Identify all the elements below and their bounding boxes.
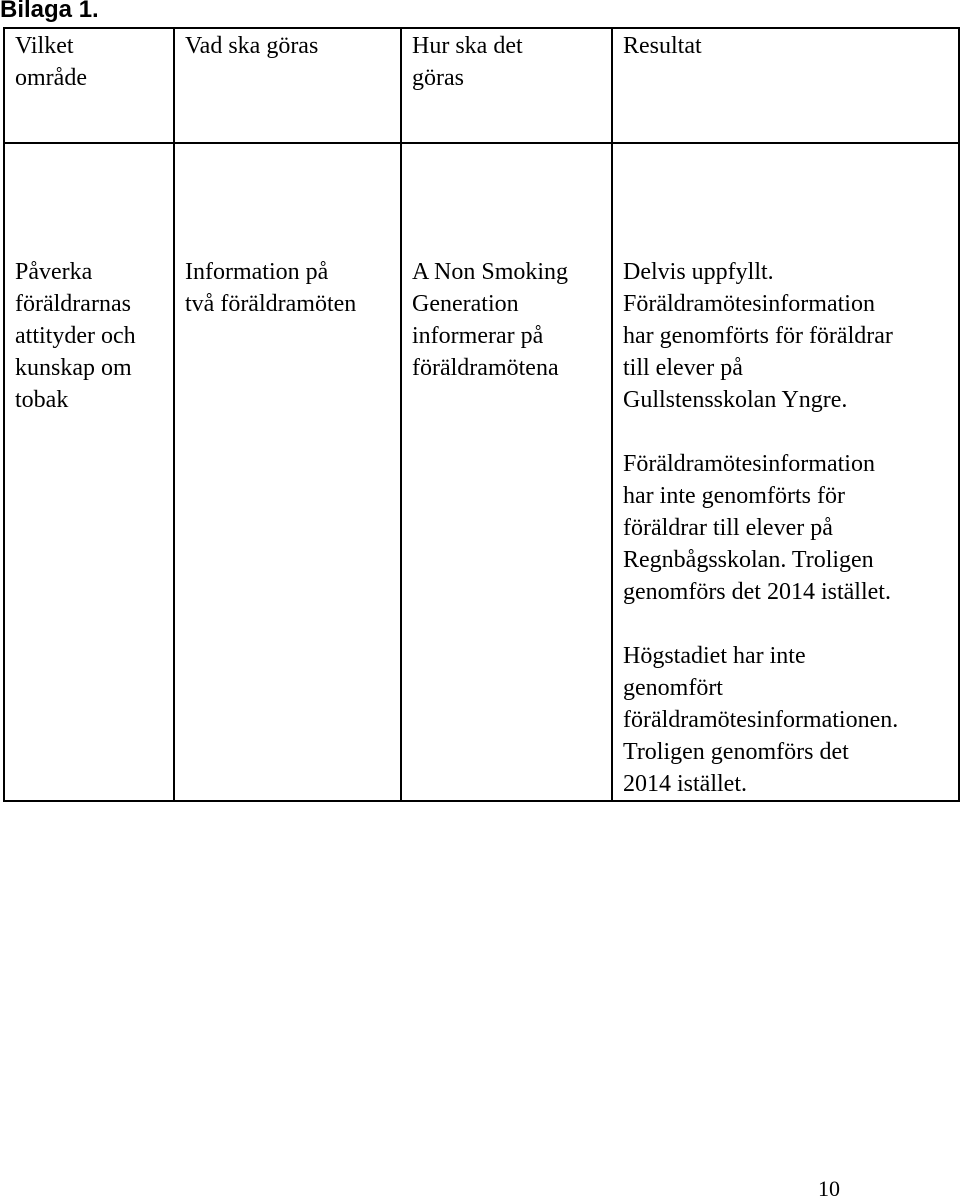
header-how-line: Hur ska det	[412, 33, 523, 59]
result-line: har genomförts för föräldrar	[623, 323, 893, 349]
appendix-title: Bilaga 1.	[0, 0, 99, 23]
cell-what-line: två föräldramöten	[185, 291, 357, 317]
result-paragraph	[623, 640, 958, 800]
header-result	[612, 28, 959, 143]
cell-area-line: Påverka	[15, 259, 93, 285]
paragraph-spacer	[623, 608, 958, 640]
cell-area-line: kunskap om	[15, 355, 132, 381]
cell-what-line: Information på	[185, 259, 329, 285]
cell-area-line: tobak	[15, 387, 69, 413]
result-line: Gullstensskolan Yngre.	[623, 387, 848, 413]
result-line: Delvis uppfyllt.	[623, 259, 774, 285]
header-area-line: Vilket	[15, 33, 74, 59]
table-row	[4, 143, 959, 801]
header-how-line: göras	[412, 65, 464, 91]
result-line: Högstadiet har inte	[623, 643, 806, 669]
result-paragraph	[623, 256, 958, 416]
result-line: föräldramötesinformationen.	[623, 707, 899, 733]
result-paragraph	[623, 448, 958, 608]
paragraph-spacer	[623, 416, 958, 448]
result-line: genomförs det 2014 istället.	[623, 579, 891, 605]
cell-how-line: A Non Smoking	[412, 259, 569, 285]
action-plan-table	[3, 27, 960, 802]
cell-area-line: attityder och	[15, 323, 136, 349]
result-line: Troligen genomförs det	[623, 739, 849, 765]
result-line: har inte genomförts för	[623, 483, 845, 509]
header-area-line: område	[15, 65, 87, 91]
cell-what	[174, 143, 401, 801]
result-line: 2014 istället.	[623, 771, 747, 797]
header-what-line: Vad ska göras	[185, 33, 319, 59]
result-line: föräldrar till elever på	[623, 515, 833, 541]
header-area	[4, 28, 174, 143]
header-how	[401, 28, 612, 143]
page-number: 10	[818, 1176, 840, 1201]
cell-result	[612, 143, 959, 801]
cell-how-line: föräldramötena	[412, 355, 559, 381]
result-line: Föräldramötesinformation	[623, 291, 875, 317]
cell-how-line: Generation	[412, 291, 519, 317]
result-line: Föräldramötesinformation	[623, 451, 875, 477]
cell-how-line: informerar på	[412, 323, 544, 349]
cell-how	[401, 143, 612, 801]
header-result-line: Resultat	[623, 33, 702, 59]
result-line: Regnbågsskolan. Troligen	[623, 547, 874, 573]
table-header-row	[4, 28, 959, 143]
result-line: genomfört	[623, 675, 723, 701]
header-what	[174, 28, 401, 143]
cell-area-line: föräldrarnas	[15, 291, 131, 317]
cell-area	[4, 143, 174, 801]
result-line: till elever på	[623, 355, 743, 381]
